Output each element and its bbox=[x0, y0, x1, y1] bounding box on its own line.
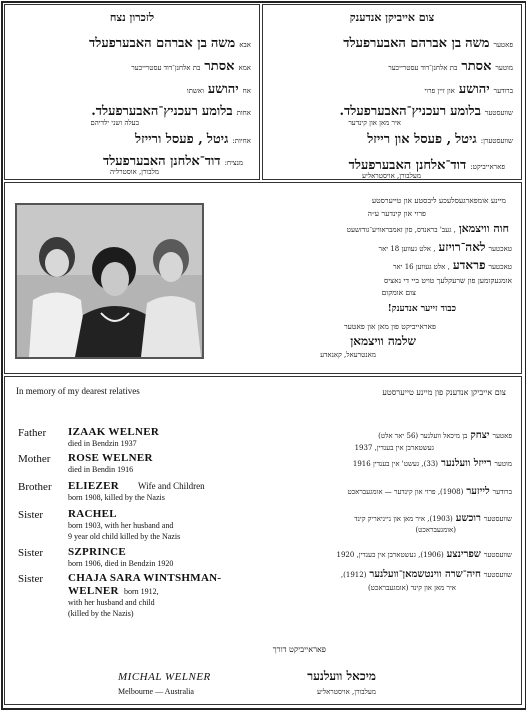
he-row-4: שוועסטער רוכשע (1903), איר מאן און נייניאריק קינד bbox=[354, 513, 512, 524]
he-row-2: מוטער רייזל וועלנער (33), געשט' אין בענדין 1916 bbox=[352, 458, 512, 469]
det-mother: died in Bendin 1916 bbox=[68, 465, 134, 474]
daughter-1-row: טאכטער לאה־רויזע , אלט געווען 18 יאר bbox=[378, 240, 512, 254]
middle-line-b: צום אומקום bbox=[381, 288, 416, 297]
row-sister-sub: בעלה ושני ילדיהם bbox=[90, 119, 139, 127]
box-title: לזכרון נצח bbox=[109, 11, 155, 24]
he-row-1: געשטארבן אין בענדין, 1937 bbox=[354, 444, 434, 452]
signature-place: מעלבורן, אויסטראליע bbox=[362, 172, 421, 180]
inline-brother: Wife and Children bbox=[138, 481, 205, 491]
row-mother: אמא אסתר בת אלחנן־דוד עסטרייכער bbox=[131, 59, 251, 74]
box-title: צום אייביקן אנדענק bbox=[349, 11, 435, 24]
daughter-2-row: טאכטער פראדע , אלט געווען 16 יאר bbox=[392, 258, 512, 272]
row-sisters: שוועסטערן: גיטל , פעסל און רייזל bbox=[367, 132, 513, 147]
from-line: פאראייביקט פון מאן און פאטער bbox=[343, 322, 436, 331]
det-sister-1b: 9 year old child killed by the Nazis bbox=[68, 532, 181, 541]
row-brother: ברודער יהושע און זיין פרוי bbox=[424, 82, 513, 97]
honor-line: כבוד זייער אנדענק! bbox=[387, 304, 456, 314]
row-sisters: אחיות: גיטל , פעסל ורייזל bbox=[135, 132, 251, 147]
he-row-5: (אומגעבראכט) bbox=[415, 526, 456, 534]
memorial-box-top-left bbox=[4, 4, 260, 180]
signature: פאראייביקט: דוד־אלחנן האבערפעלד bbox=[348, 158, 505, 173]
name-father: IZAAK WELNER bbox=[68, 426, 160, 438]
row-sister: שוועסטער בלומע רעכניץ־האבערפעלד. bbox=[339, 104, 513, 119]
signature-place: מלבורן, אוסטרליה bbox=[109, 168, 159, 176]
det-brother: born 1908, killed by the Nazis bbox=[68, 493, 165, 502]
name-sister-3b: WELNER bbox=[68, 585, 119, 597]
he-row-0: פאטער יצחק בן מיכאל וועלנער (56 יאר אלט) bbox=[378, 430, 512, 441]
yiddish-from: פאראייביקט דורך bbox=[272, 645, 326, 654]
rel-mother: Mother bbox=[18, 453, 51, 465]
yiddish-signature: מיכאל וועלנער bbox=[307, 669, 376, 683]
det-sister-1a: born 1903, with her husband and bbox=[68, 521, 174, 530]
signature: מנציח: דוד־אלחנן האבערפעלד bbox=[102, 154, 243, 169]
name-mother: ROSE WELNER bbox=[68, 452, 153, 464]
name-sister-3: CHAJA SARA WINTSHMAN- bbox=[68, 572, 222, 584]
rel-sister-3: Sister bbox=[18, 573, 44, 585]
rel-sister-2: Sister bbox=[18, 547, 44, 559]
family-photo bbox=[15, 203, 204, 359]
he-row-3: ברודער לייזער (1908), פרוי און קינדער — אומגעבראכט bbox=[347, 486, 512, 497]
english-signature-place: Melbourne — Australia bbox=[118, 687, 194, 696]
he-row-8: איר מאן און קינד (אומגעבראכט) bbox=[367, 584, 456, 592]
yiddish-heading: צום אייביקן אנדענק פון מיינע טייערסטע bbox=[382, 388, 506, 397]
row-father: פאטער משה בן אברהם האבערפעלד bbox=[343, 36, 513, 51]
det-sister-3a: with her husband and child bbox=[68, 598, 155, 607]
photo-figures bbox=[17, 205, 202, 357]
he-row-7: שוועסטער חיה־שרה ווינטשמאן־וועלנער (1912), bbox=[340, 569, 512, 580]
row-sister: אחות בלומע רעכניץ־האבערפעלד. bbox=[91, 104, 251, 119]
middle-line-2: פרוי און קינדער ע״ה bbox=[367, 209, 426, 218]
middle-signature: שלמה וויצמאן bbox=[350, 334, 416, 348]
english-heading: In memory of my dearest relatives bbox=[16, 386, 140, 396]
he-row-6: שוועסטער שפרינצע (1906), געשטארבן אין בענדין, 1920 bbox=[336, 549, 512, 560]
det-sister-3b: (killed by the Nazis) bbox=[68, 609, 134, 618]
row-brother: אח יהושע ואשתו bbox=[186, 82, 251, 97]
memorial-box-top-right bbox=[262, 4, 522, 180]
rel-father: Father bbox=[18, 427, 47, 439]
middle-signature-place: מאנטרעאל, קאנאדע bbox=[320, 351, 376, 359]
name-sister-2: SZPRINCE bbox=[68, 546, 127, 558]
rel-sister-1: Sister bbox=[18, 509, 44, 521]
wife-row: חוה וויצמאן , געב' בראנדס, סון זאמבראוויע־גודזשעט bbox=[346, 222, 509, 235]
name-brother: ELIEZER bbox=[68, 480, 120, 492]
inline-sister-3: born 1912, bbox=[124, 587, 159, 596]
det-sister-2: born 1906, died in Bendzin 1920 bbox=[68, 559, 174, 568]
det-father: died in Bendzin 1937 bbox=[68, 439, 137, 448]
rel-brother: Brother bbox=[18, 481, 52, 493]
english-signature: MICHAL WELNER bbox=[118, 671, 211, 683]
yiddish-signature-place: מעלבורן, אויסטראליע bbox=[317, 688, 376, 696]
row-father: אבא משה בן אברהם האבערפעלד bbox=[89, 36, 251, 51]
row-sister-sub: איר מאן און קינדער bbox=[348, 119, 401, 127]
row-mother: מוטער אסתר בת אלחנן־דוד עסטרייכער bbox=[388, 59, 513, 74]
middle-line-a: אומגעקומען פון שרעקלעך טויט ביי די נאציס bbox=[383, 276, 512, 285]
middle-line-1: מיינע אומפארגעסלעכע ליבסטע און טייערסטע bbox=[371, 196, 506, 205]
name-sister-1: RACHEL bbox=[68, 508, 117, 520]
